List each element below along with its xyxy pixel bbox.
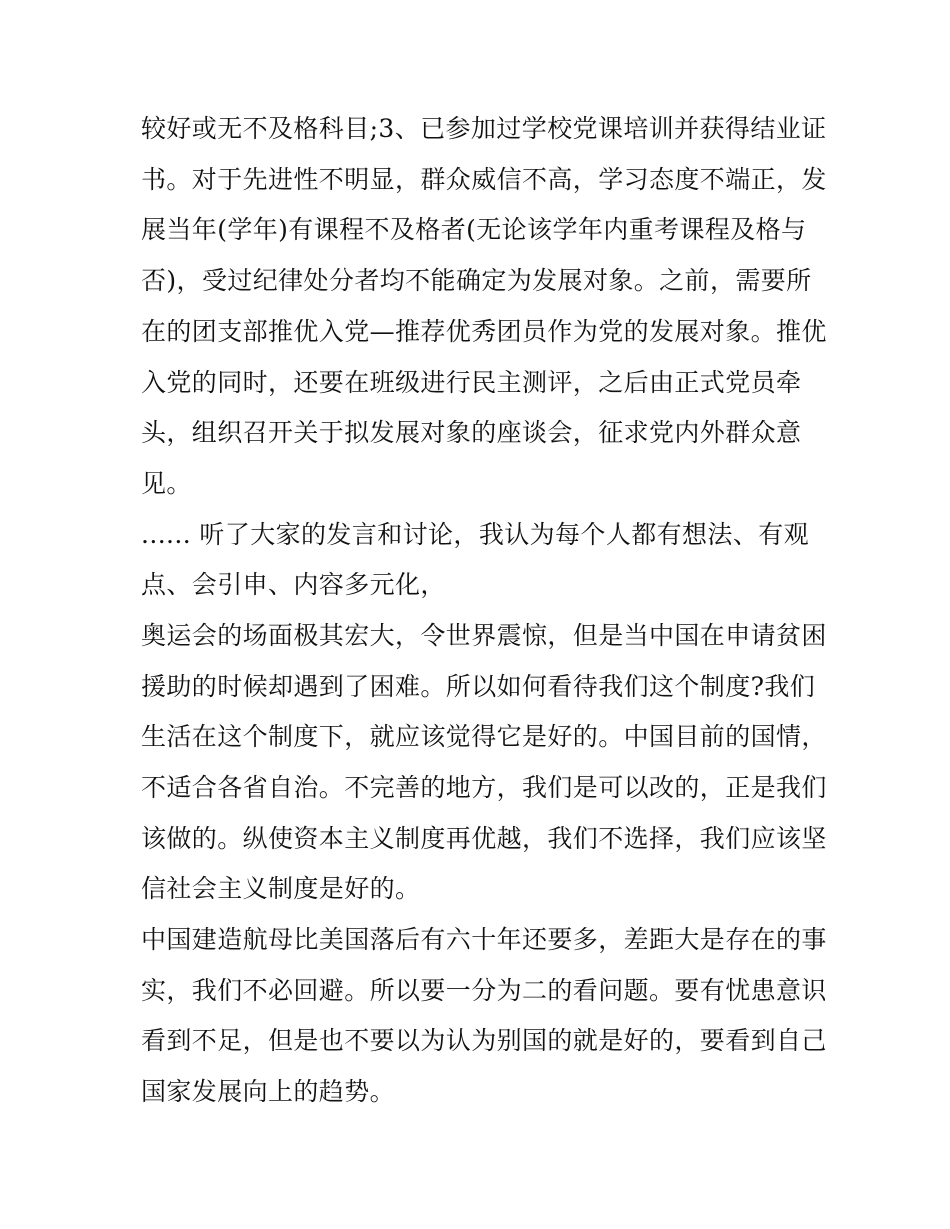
text-line: 援助的时候却遇到了困难。所以如何看待我们这个制度?我们 [141, 672, 816, 701]
text-line: 不适合各省自治。不完善的地方，我们是可以改的，正是我们 [141, 773, 827, 802]
text-line: 见。 [141, 469, 192, 498]
text-line: 生活在这个制度下，就应该觉得它是好的。中国目前的国情， [141, 722, 827, 751]
text-line: 中国建造航母比美国落后有六十年还要多，差距大是存在的事 [141, 925, 827, 954]
text-line: 在的团支部推优入党—推荐优秀团员作为党的发展对象。推优 [141, 317, 827, 346]
text-line: 头，组织召开关于拟发展对象的座谈会，征求党内外群众意 [141, 418, 802, 447]
text-line: 看到不足，但是也不要以为认为别国的就是好的，要看到自己 [141, 1026, 827, 1055]
text-line: 该做的。纵使资本主义制度再优越，我们不选择，我们应该坚 [141, 824, 827, 853]
text-line: 实，我们不必回避。所以要一分为二的看问题。要有忧患意识 [141, 976, 827, 1005]
text-line: 点、会引申、内容多元化， [141, 570, 446, 599]
text-line: 否)，受过纪律处分者均不能确定为发展对象。之前，需要所 [141, 266, 812, 295]
text-line: 奥运会的场面极其宏大，令世界震惊，但是当中国在申请贫困 [141, 621, 827, 650]
text-line: 展当年(学年)有课程不及格者(无论该学年内重考课程及格与 [141, 215, 807, 244]
text-line: 国家发展向上的趋势。 [141, 1077, 396, 1106]
text-line: 信社会主义制度是好的。 [141, 874, 421, 903]
text-line: 较好或无不及格科目;3、已参加过学校党课培训并获得结业证 [141, 114, 827, 143]
text-line: 书。对于先进性不明显，群众威信不高，学习态度不端正，发 [141, 165, 827, 194]
text-line: 入党的同时，还要在班级进行民主测评，之后由正式党员牵 [141, 368, 802, 397]
text-line: ...... 听了大家的发言和讨论，我认为每个人都有想法、有观 [141, 520, 810, 549]
